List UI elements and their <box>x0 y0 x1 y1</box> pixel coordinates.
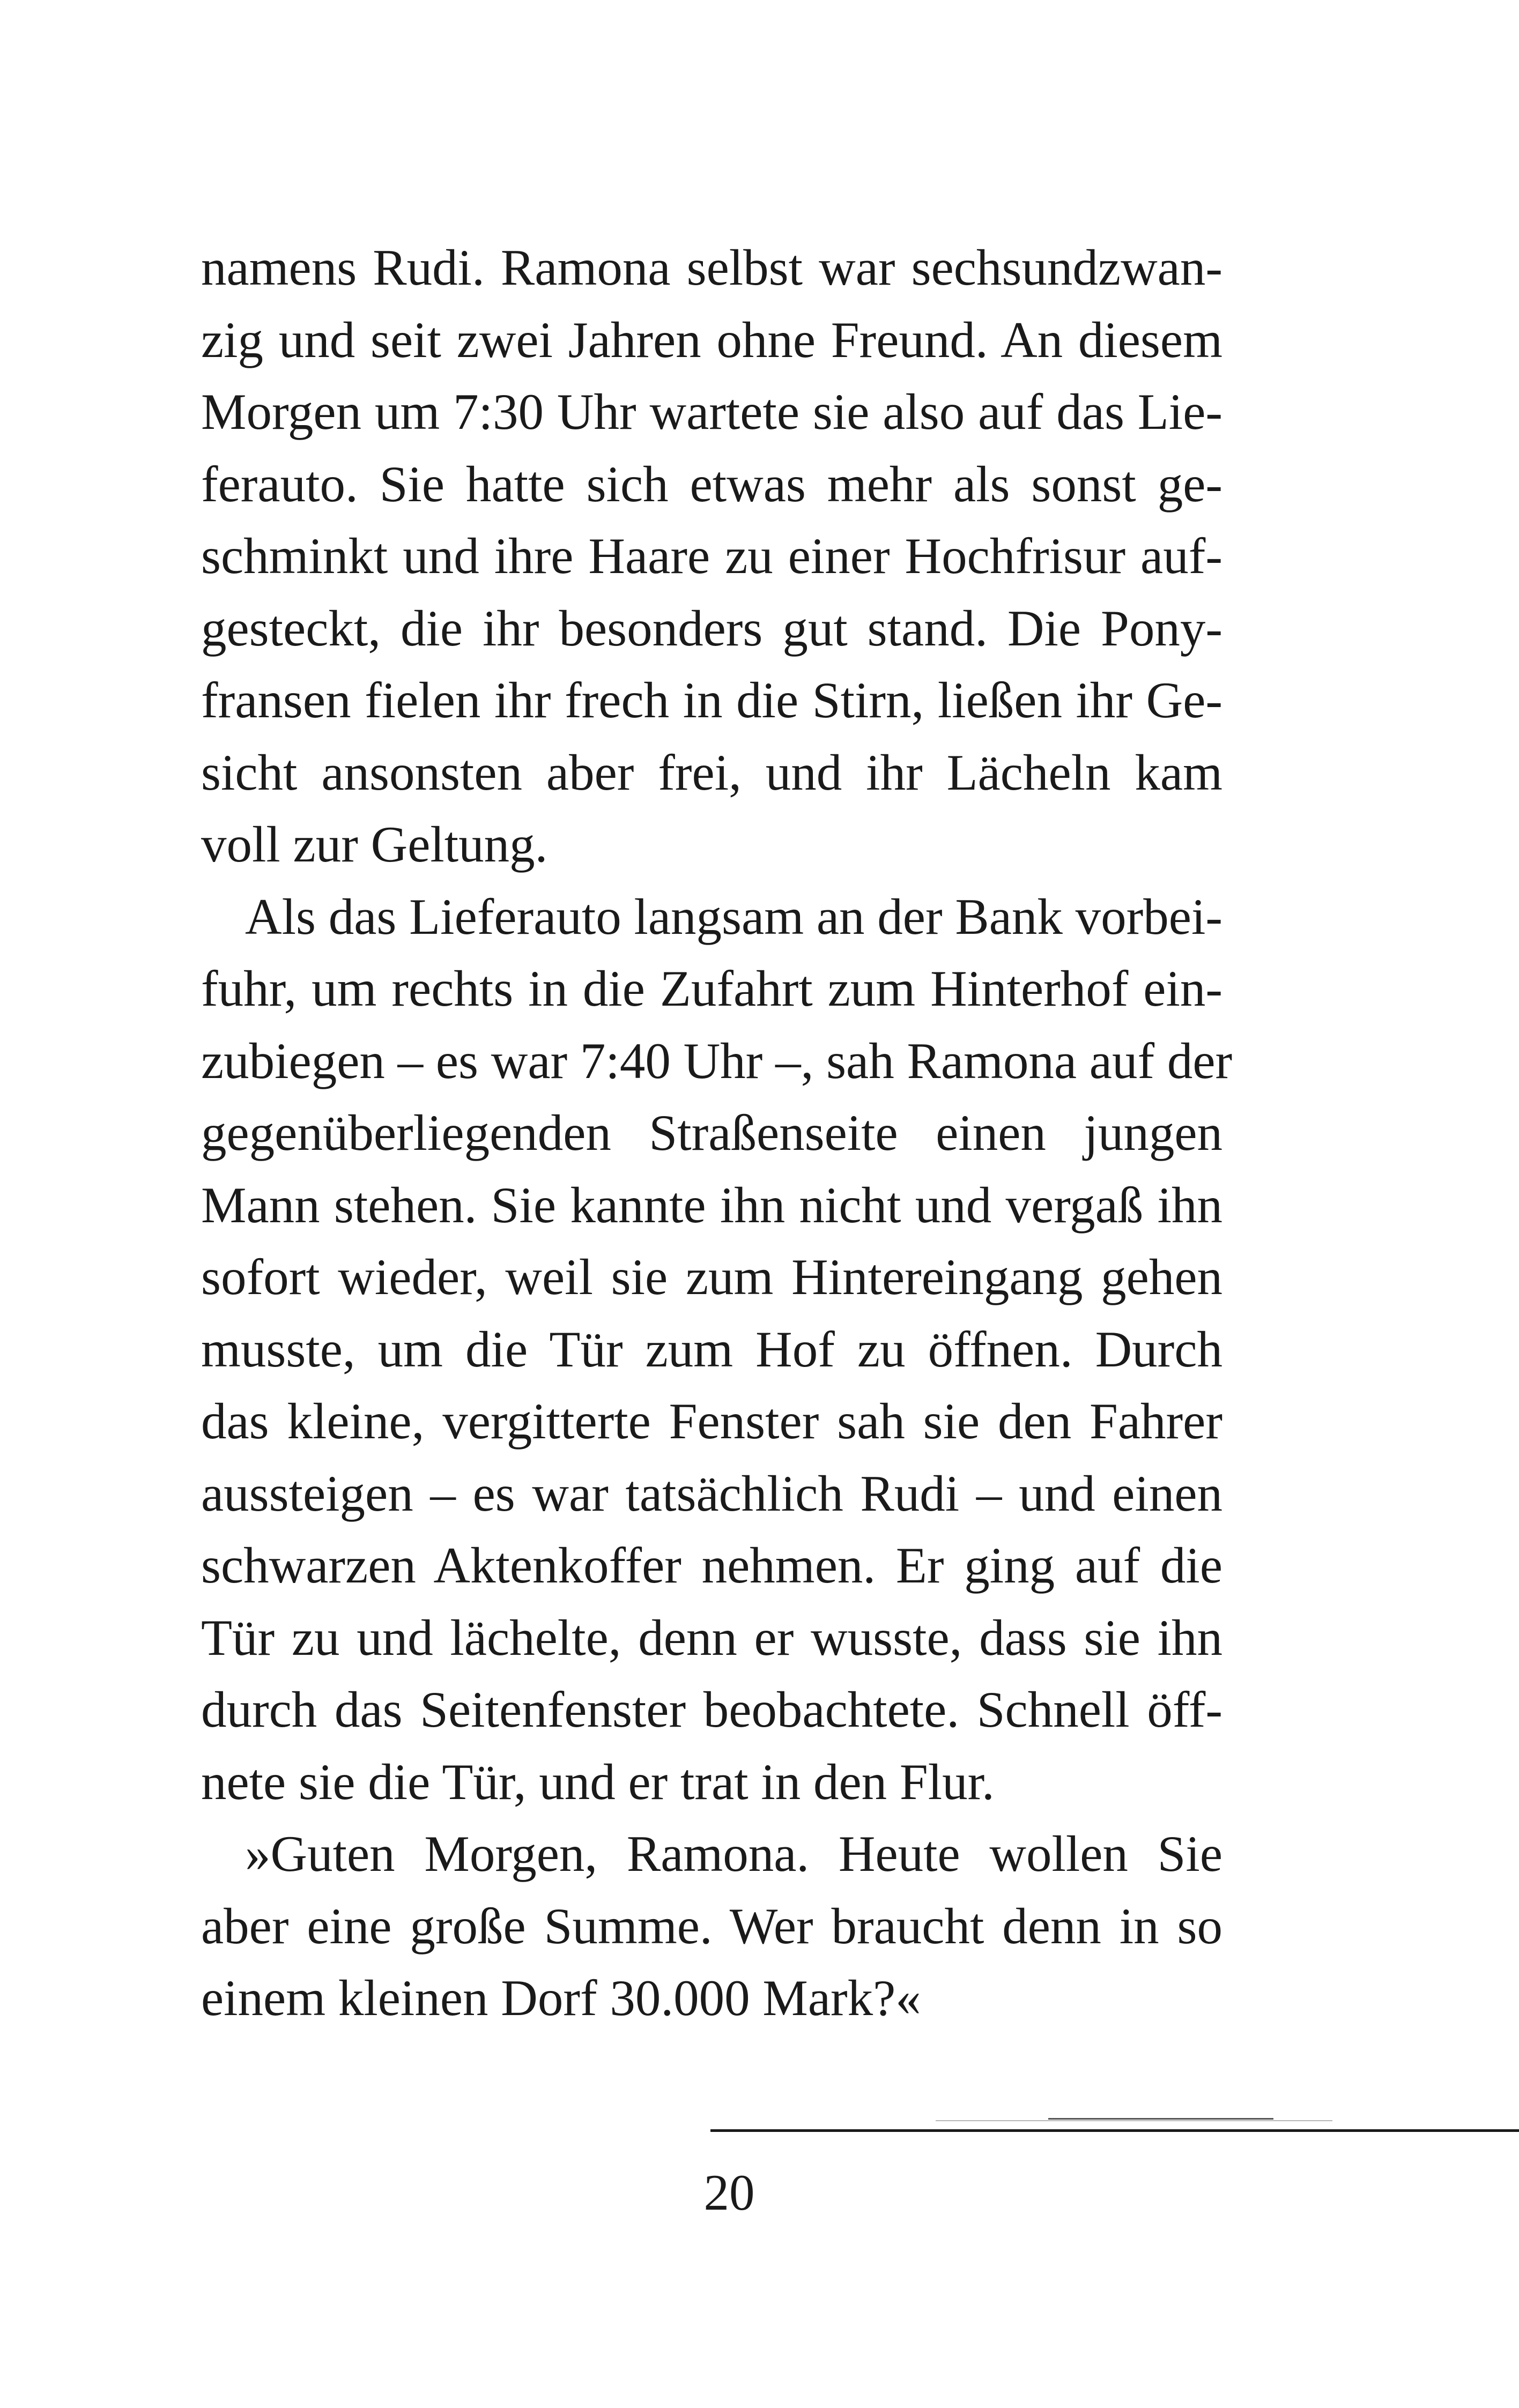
text-line: Mann stehen. Sie kannte ihn nicht und vergaß ihn <box>201 1176 1222 1233</box>
text-line: zubiegen – es war 7:40 Uhr –, sah Ramona auf der <box>201 1032 1233 1089</box>
paragraph-end-line: einem kleinen Dorf 30.000 Mark?« <box>201 1969 921 2026</box>
text-line: durch das Seitenfenster beobachtete. Schnell öff- <box>201 1681 1222 1738</box>
text-line: musste, um die Tür zum Hof zu öffnen. Durch <box>201 1320 1222 1378</box>
text-line: aber eine große Summe. Wer braucht denn in so <box>201 1897 1222 1954</box>
text-line: das kleine, vergitterte Fenster sah sie den Fahrer <box>201 1393 1222 1450</box>
text-line: Tür zu und lächelte, denn er wusste, dass sie ihn <box>201 1609 1222 1666</box>
text-line: sicht ansonsten aber frei, und ihr Lächeln kam <box>201 744 1222 801</box>
text-line: namens Rudi. Ramona selbst war sechsundzwan- <box>201 239 1222 296</box>
text-line: gesteckt, die ihr besonders gut stand. Die Pony- <box>201 599 1222 657</box>
text-line: fuhr, um rechts in die Zufahrt zum Hinterhof ein- <box>201 960 1222 1017</box>
paragraph-end-line: voll zur Geltung. <box>201 816 548 873</box>
text-line: fransen fielen ihr frech in die Stirn, ließen ihr Ge- <box>201 672 1222 729</box>
text-line: sofort wieder, weil sie zum Hintereingang gehen <box>201 1248 1222 1305</box>
footer-rule-accent <box>1048 2118 1273 2120</box>
text-line: schminkt und ihre Haare zu einer Hochfrisur auf- <box>201 527 1222 584</box>
text-line: schwarzen Aktenkoffer nehmen. Er ging auf die <box>201 1537 1222 1594</box>
body-text <box>201 232 1233 2034</box>
text-line: ferauto. Sie hatte sich etwas mehr als sonst ge- <box>201 455 1222 512</box>
paragraph-start-line: »Guten Morgen, Ramona. Heute wollen Sie <box>245 1825 1222 1882</box>
paragraph-start-line: Als das Lieferauto langsam an der Bank vorbei- <box>245 888 1222 945</box>
text-line: gegenüberliegenden Straßenseite einen jungen <box>201 1104 1222 1161</box>
footer-rule-line <box>710 2129 1519 2132</box>
text-line: zig und seit zwei Jahren ohne Freund. An diesem <box>201 311 1222 368</box>
page-number: 20 <box>703 2164 755 2221</box>
text-line: aussteigen – es war tatsächlich Rudi – und einen <box>201 1465 1222 1522</box>
footer-rule-accent <box>936 2120 1332 2121</box>
paragraph-end-line: nete sie die Tür, und er trat in den Flur. <box>201 1753 995 1810</box>
text-line: Morgen um 7:30 Uhr wartete sie also auf das Lie- <box>201 383 1222 440</box>
